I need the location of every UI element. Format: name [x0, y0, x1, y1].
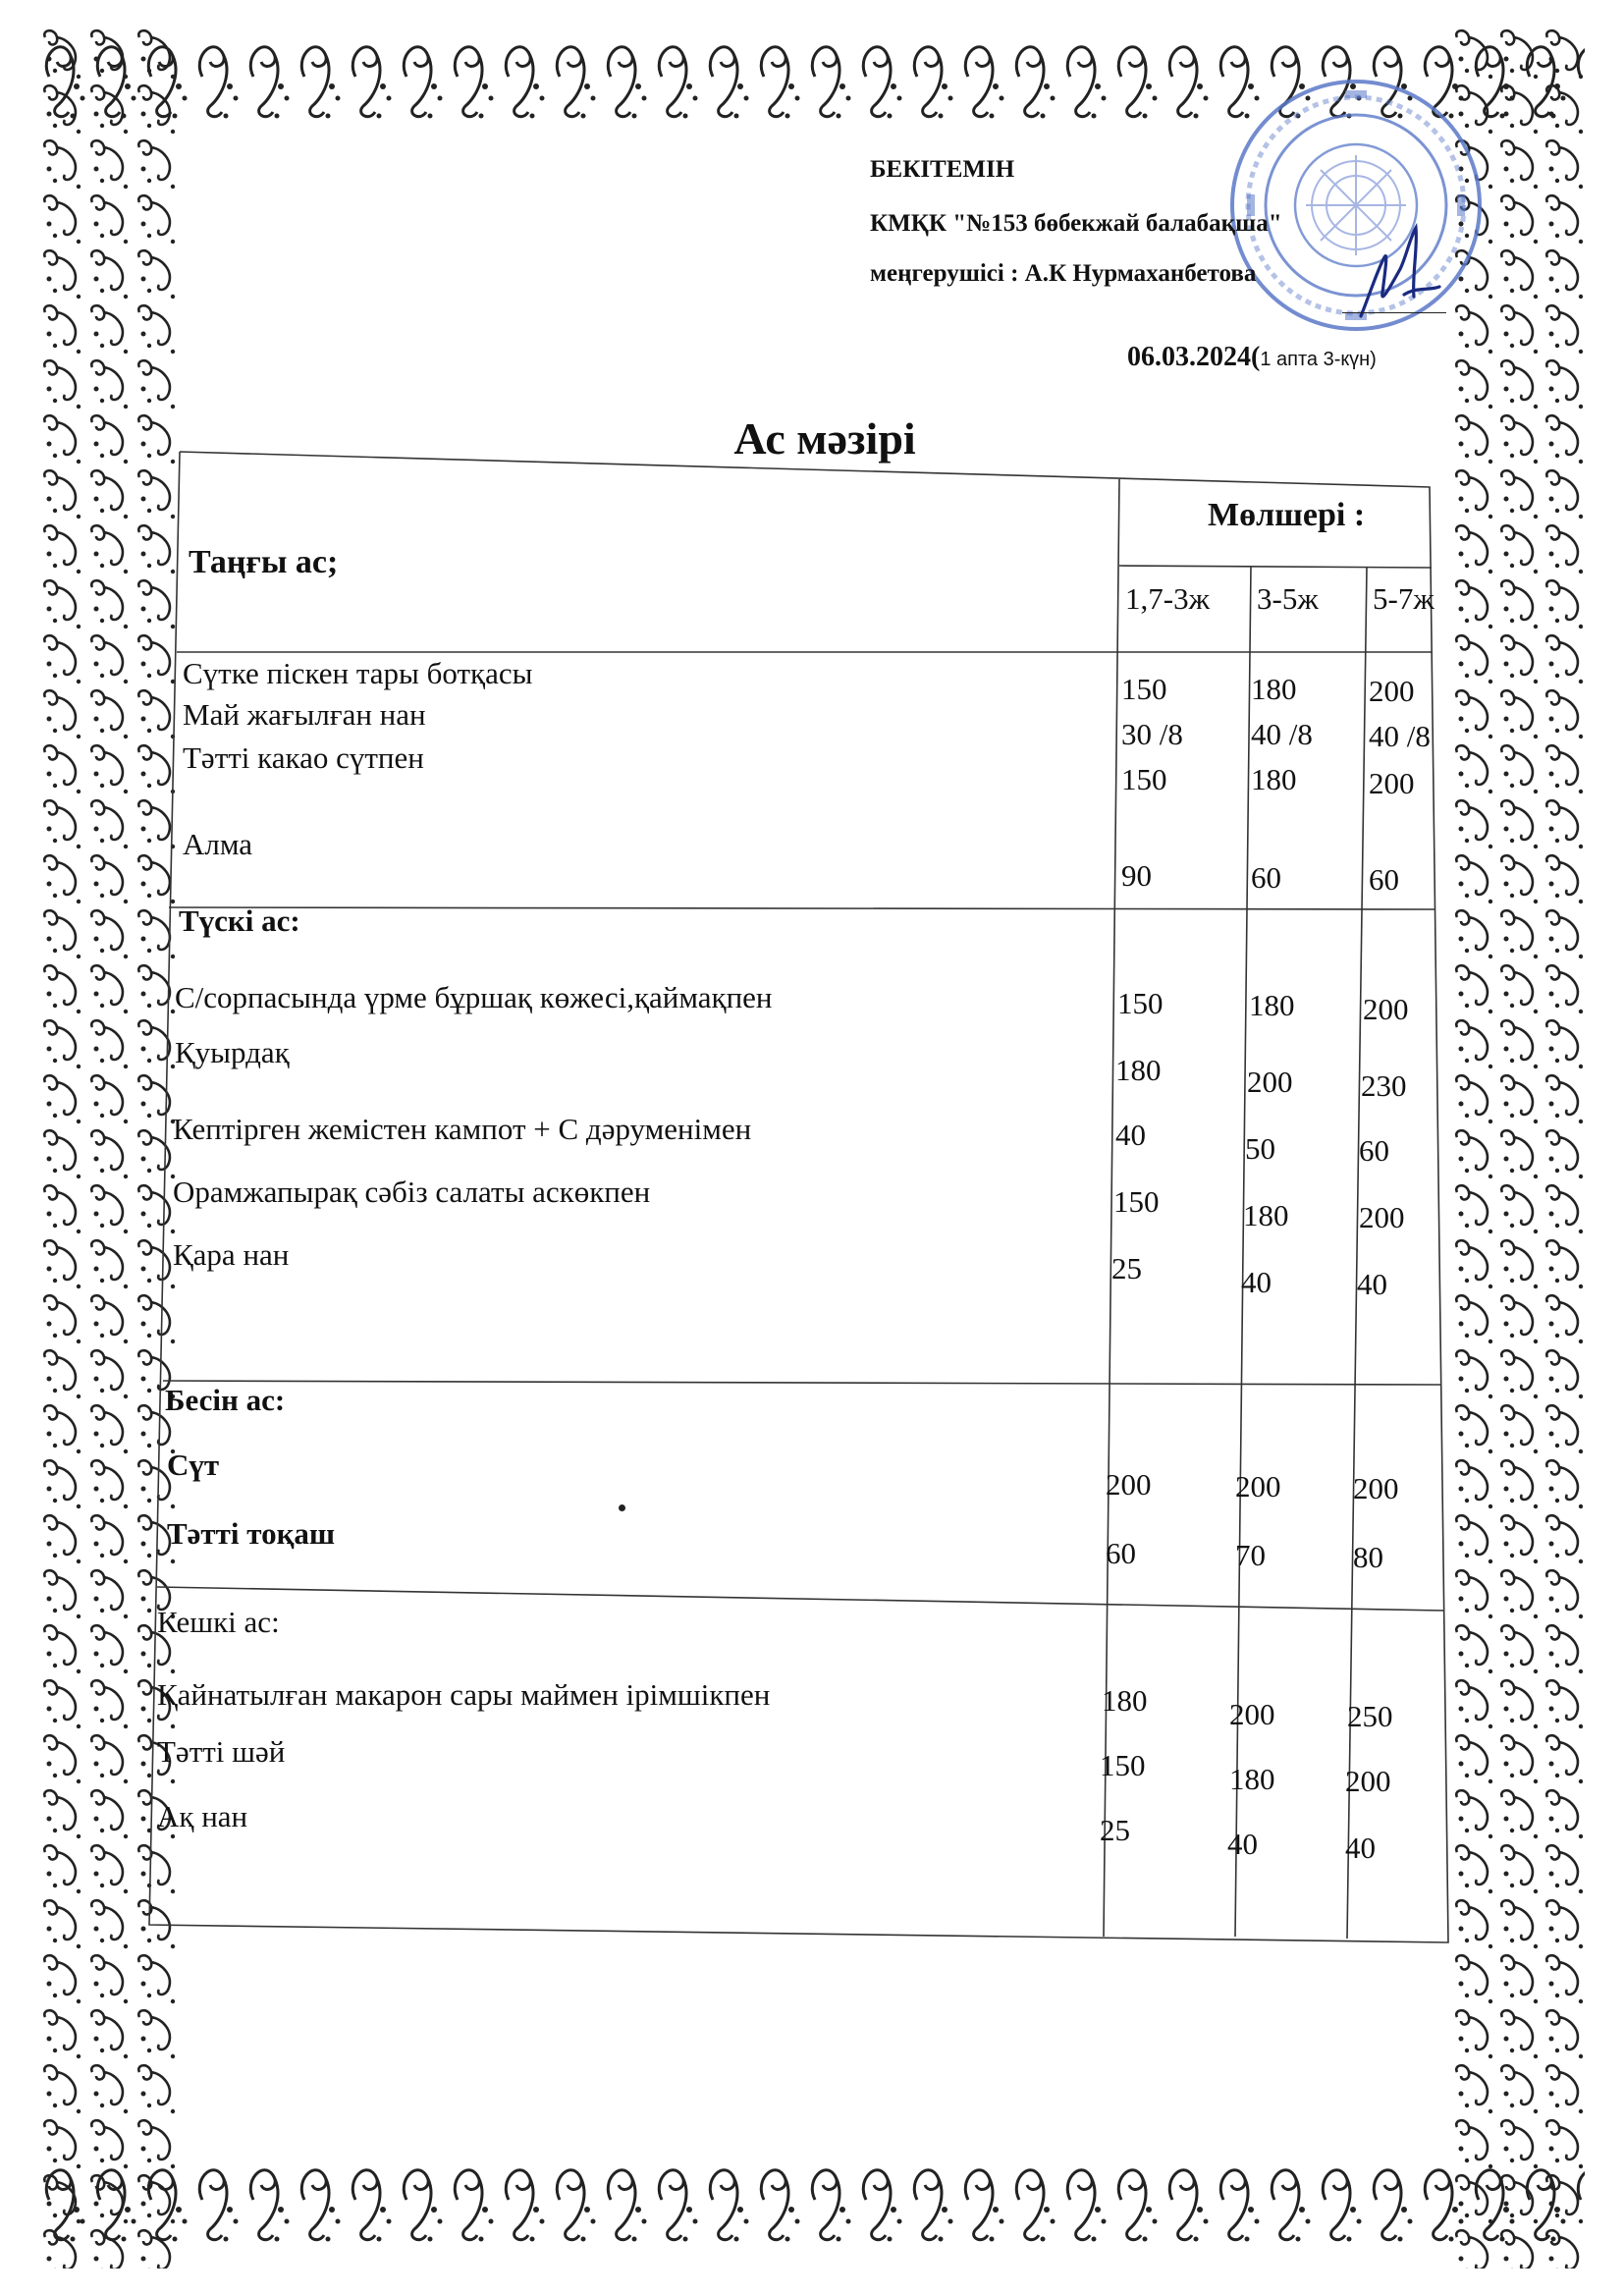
age-group-2: 3-5ж [1257, 581, 1319, 616]
breakfast-item-name: Тәтті какао сүтпен [183, 740, 424, 775]
breakfast-value: 90 [1121, 858, 1152, 893]
snack-item-name: Тәтті тоқаш [167, 1516, 336, 1551]
signature [1345, 208, 1453, 326]
lunch-value: 150 [1113, 1184, 1160, 1219]
dinner-value: 40 [1227, 1827, 1258, 1861]
lunch-value: 200 [1363, 992, 1409, 1026]
breakfast-item-name: Сүтке піскен тары ботқасы [183, 656, 533, 690]
manager-name: меңгерушісі : А.К Нурмаханбетова [870, 260, 1257, 287]
breakfast-value: 150 [1121, 762, 1167, 796]
snack-item-name: Сүт [167, 1448, 220, 1482]
breakfast-value: 60 [1369, 862, 1399, 897]
breakfast-value: 200 [1369, 766, 1415, 800]
breakfast-item-name: Алма [183, 827, 253, 861]
decorative-border-bottom [39, 2151, 1585, 2269]
breakfast-value: 40 /8 [1369, 719, 1431, 753]
dinner-value: 250 [1347, 1699, 1393, 1733]
lunch-value: 60 [1359, 1133, 1389, 1168]
age-group-3: 5-7ж [1373, 581, 1435, 616]
breakfast-value: 60 [1251, 860, 1281, 895]
lunch-value: 180 [1243, 1198, 1289, 1232]
snack-value: 200 [1353, 1471, 1399, 1505]
decorative-border-left [39, 27, 177, 2269]
dinner-value: 180 [1229, 1762, 1275, 1796]
lunch-value: 25 [1111, 1251, 1142, 1285]
dinner-item-name: Ақ нан [157, 1799, 248, 1833]
breakfast-value: 180 [1251, 672, 1297, 706]
lunch-heading: Түскі ас: [179, 903, 300, 938]
lunch-value: 180 [1249, 988, 1295, 1022]
breakfast-value: 30 /8 [1121, 717, 1183, 751]
lunch-value: 150 [1117, 986, 1164, 1020]
week-day-label: 1 апта 3-күн) [1260, 349, 1377, 370]
page-title: Ас мәзірі [733, 413, 916, 464]
dinner-item-name: Қайнатылған макарон сары маймен ірімшікпен [157, 1677, 771, 1712]
organization-name: КМҚК "№153 бөбекжай балабақша" [870, 210, 1282, 237]
age-group-1: 1,7-3ж [1125, 581, 1210, 616]
signature-line [1342, 312, 1446, 313]
breakfast-value: 180 [1251, 762, 1297, 796]
dinner-heading: Кешкі ас: [157, 1605, 280, 1639]
breakfast-value: 40 /8 [1251, 717, 1313, 751]
approve-label: БЕКІТЕМІН [870, 156, 1015, 183]
lunch-value: 200 [1359, 1200, 1405, 1234]
dinner-value: 180 [1102, 1683, 1148, 1718]
dinner-value: 40 [1345, 1831, 1376, 1865]
lunch-value: 200 [1247, 1065, 1293, 1099]
lunch-value: 230 [1361, 1068, 1407, 1103]
breakfast-heading: Таңғы ас; [189, 544, 339, 580]
amount-header: Мөлшері : [1208, 497, 1366, 533]
snack-value: 200 [1235, 1469, 1281, 1503]
lunch-item-name: Орамжапырақ сәбіз салаты аскөкпен [173, 1175, 651, 1209]
lunch-item-name: С/сорпасында үрме бұршақ көжесі,қаймақпен [175, 980, 773, 1014]
lunch-item-name: Қара нан [173, 1237, 290, 1272]
dinner-value: 25 [1100, 1813, 1130, 1847]
decorative-border-right [1451, 27, 1585, 2269]
lunch-value: 40 [1241, 1265, 1272, 1299]
snack-value: 80 [1353, 1540, 1383, 1574]
snack-value: 70 [1235, 1538, 1266, 1572]
approval-block [870, 157, 1282, 315]
snack-value: 200 [1106, 1467, 1152, 1502]
lunch-value: 40 [1115, 1118, 1146, 1152]
breakfast-item-name: Май жағылған нан [183, 697, 426, 732]
lunch-value: 180 [1115, 1053, 1162, 1087]
dinner-value: 150 [1100, 1748, 1146, 1782]
lunch-item-name: Қуырдақ [175, 1035, 290, 1069]
dinner-item-name: Тәтті шәй [157, 1734, 286, 1769]
dinner-value: 200 [1345, 1764, 1391, 1798]
lunch-value: 40 [1357, 1267, 1387, 1301]
menu-date [1127, 342, 1377, 373]
breakfast-value: 200 [1369, 674, 1415, 708]
lunch-item-name: Кептірген жемістен кампот + С дәруменімен [173, 1112, 752, 1146]
breakfast-value: 150 [1121, 672, 1167, 706]
date-value: 06.03.2024( [1127, 342, 1261, 372]
lunch-value: 50 [1245, 1131, 1275, 1166]
snack-heading: Бесін ас: [165, 1383, 286, 1417]
snack-value: 60 [1106, 1536, 1136, 1570]
dinner-value: 200 [1229, 1697, 1275, 1731]
ink-dot [619, 1504, 625, 1511]
